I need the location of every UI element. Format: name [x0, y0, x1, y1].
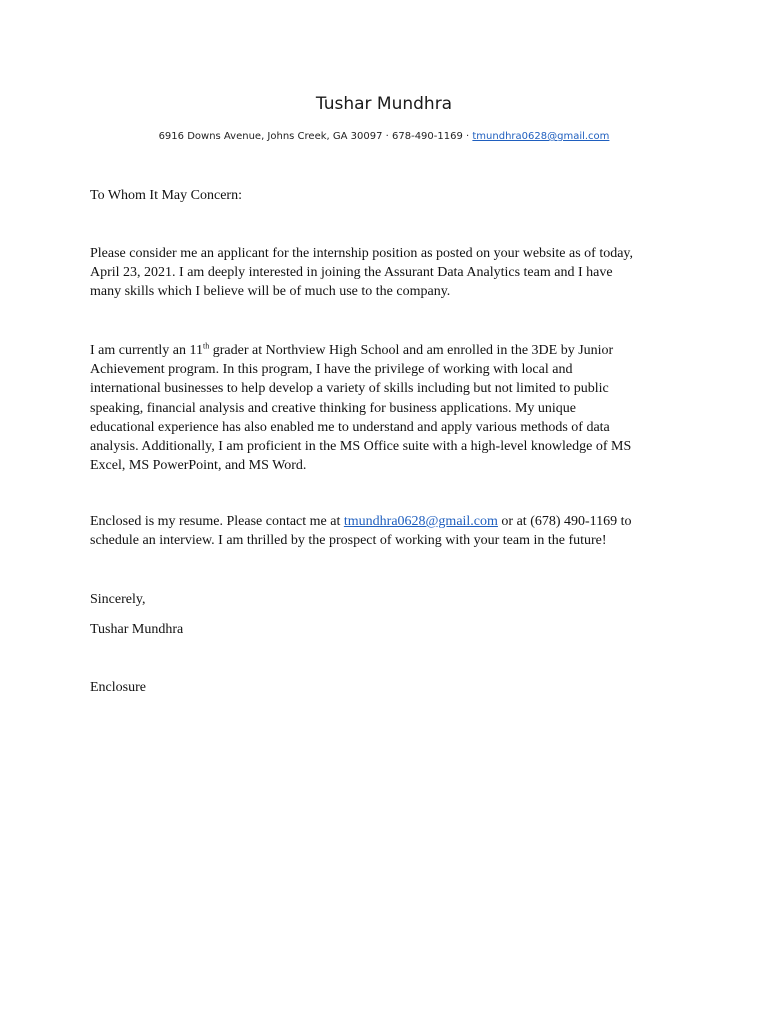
sender-name: Tushar Mundhra: [315, 94, 453, 114]
paragraph-1-line: many skills which I believe will be of much use to the company.: [90, 284, 451, 300]
paragraph-2-line: Achievement program. In this program, I have the privilege of working with local and: [90, 362, 573, 378]
paragraph-2-line: speaking, financial analysis and creative thinking for business applications. My unique: [90, 400, 576, 416]
paragraph-2-line: international businesses to help develop a variety of skills including but not limited to public: [90, 381, 609, 397]
paragraph-3-line: [90, 512, 690, 531]
ordinal-suffix: th: [203, 341, 210, 351]
paragraph-2-text: grader at Northview High School and am enrolled in the 3DE by Junior: [209, 343, 614, 358]
enclosure-note: Enclosure: [90, 680, 146, 695]
signature-name: Tushar Mundhra: [90, 622, 184, 637]
paragraph-3-text: or at (678) 490-1169 to: [497, 514, 632, 529]
paragraph-3-line: schedule an interview. I am thrilled by the prospect of working with your team in the future!: [90, 533, 607, 549]
paragraph-1: [90, 244, 690, 302]
contact-address-phone: 6916 Downs Avenue, Johns Creek, GA 30097 · 678-490-1169 ·: [158, 131, 473, 142]
paragraph-2-line: [90, 341, 690, 360]
paragraph-2-line: analysis. Additionally, I am proficient in the MS Office suite with a high-level knowledge of MS: [90, 439, 632, 455]
header-email-link[interactable]: tmundhra0628@gmail.com: [472, 131, 610, 142]
paragraph-3: [90, 512, 690, 550]
paragraph-2-text: I am currently an 11: [90, 343, 203, 358]
paragraph-3-text: Enclosed is my resume. Please contact me at: [90, 514, 344, 529]
salutation: To Whom It May Concern:: [90, 188, 242, 203]
closing: Sincerely,: [90, 592, 146, 607]
paragraph-2: [90, 341, 690, 475]
paragraph-2-line: Excel, MS PowerPoint, and MS Word.: [90, 458, 307, 474]
paragraph-2-line: educational experience has also enabled me to understand and apply various methods of data: [90, 419, 610, 435]
contact-line: [0, 131, 768, 142]
paragraph-1-line: April 23, 2021. I am deeply interested in joining the Assurant Data Analytics team and I have: [90, 265, 613, 281]
body-email-link[interactable]: tmundhra0628@gmail.com: [343, 514, 498, 529]
paragraph-1-line: Please consider me an applicant for the internship position as posted on your website as of today,: [90, 246, 634, 261]
